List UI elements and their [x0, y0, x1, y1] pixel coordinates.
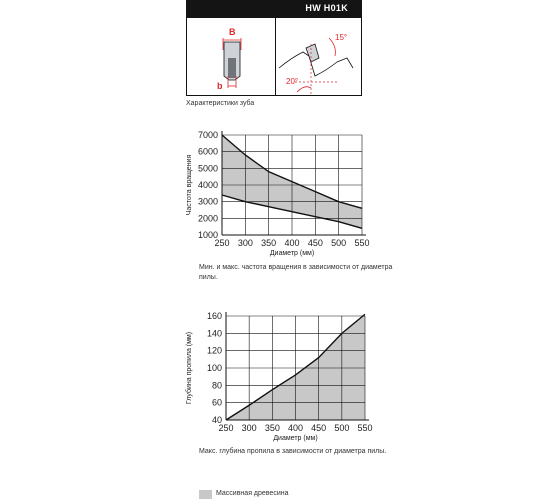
y-tick-label: 4000 [197, 180, 218, 190]
y-tick-label: 2000 [197, 213, 218, 224]
clearance-angle-label: 20° [286, 77, 299, 86]
cut-depth-chart-caption: Макс. глубина пропила в зависимости от диаметра пилы. [199, 448, 387, 455]
tooth-tip-shape [306, 44, 319, 62]
tooth-diagram [187, 18, 363, 96]
y-axis-label: Глубина пропила (мм) [186, 331, 193, 405]
x-axis-label: Диаметр (мм) [269, 250, 315, 257]
tooth-caption: Характеристики зуба [186, 100, 255, 107]
y-tick-label: 100 [206, 363, 222, 373]
x-tick-label: 500 [331, 238, 347, 248]
x-tick-label: 350 [261, 238, 277, 248]
x-tick-label: 250 [214, 238, 230, 248]
cut-depth-chart [0, 300, 560, 450]
clearance-angle-arc [297, 87, 311, 92]
x-axis-label: Диаметр (мм) [273, 435, 318, 442]
x-tick-label: 500 [334, 423, 350, 433]
product-header [186, 0, 362, 18]
x-tick-label: 450 [307, 238, 323, 248]
x-tick-label: 400 [284, 238, 300, 248]
rpm-chart-caption-line-1: Мин. и макс. частота вращения в зависимости от диаметра [199, 264, 393, 271]
hook-angle-label: 15° [335, 33, 348, 42]
y-tick-label: 140 [206, 328, 222, 339]
y-tick-label: 6000 [197, 146, 218, 157]
legend-swatch [199, 490, 212, 499]
y-tick-label: 1000 [197, 230, 218, 240]
tooth-body-shape [228, 58, 236, 78]
y-tick-label: 120 [206, 345, 222, 356]
product-title: HW H01K [305, 3, 348, 13]
y-tick-label: 40 [211, 415, 222, 425]
tooth-width-diagram [217, 27, 241, 91]
x-tick-label: 550 [354, 238, 370, 248]
width-label: B [229, 27, 236, 37]
x-tick-label: 300 [237, 238, 253, 248]
x-tick-label: 350 [264, 423, 280, 433]
tooth-angle-diagram [279, 33, 353, 96]
x-tick-label: 250 [218, 423, 234, 433]
y-tick-label: 160 [206, 311, 222, 321]
rpm-chart-caption-line-2: пилы. [199, 274, 218, 281]
x-tick-label: 300 [241, 423, 257, 433]
y-tick-label: 80 [211, 380, 222, 391]
y-tick-label: 3000 [197, 196, 218, 207]
y-axis-label: Частота вращения [186, 154, 193, 216]
x-tick-label: 400 [287, 423, 304, 433]
x-tick-label: 550 [357, 423, 373, 433]
y-tick-label: 60 [211, 397, 222, 408]
x-tick-label: 450 [311, 423, 327, 433]
y-tick-label: 5000 [197, 163, 218, 174]
y-tick-label: 7000 [197, 130, 218, 140]
tooth-diagram-panel [186, 18, 362, 96]
thickness-label: b [217, 81, 223, 91]
legend-label: Массивная древесина [216, 490, 289, 497]
rpm-chart [0, 118, 560, 288]
